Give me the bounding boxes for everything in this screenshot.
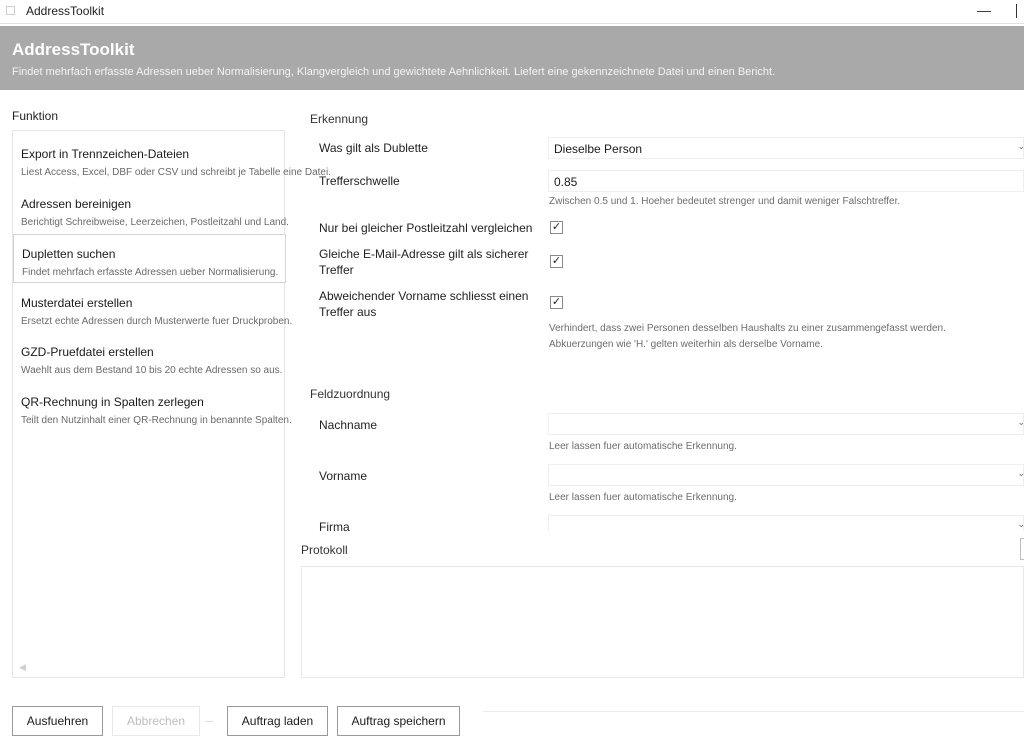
firstname-diff-hint <box>549 321 946 353</box>
function-item-title: GZD-Pruefdatei erstellen <box>21 345 154 359</box>
duplicate-select[interactable] <box>548 137 1024 159</box>
firstname-diff-hint-line2: Abkuerzungen wie 'H.' gelten weiterhin als derselbe Vorname. <box>549 339 823 350</box>
firstname-diff-label-line1: Abweichender Vorname schliesst einen <box>319 289 529 303</box>
email-match-label <box>319 246 528 278</box>
function-heading: Funktion <box>12 109 59 123</box>
load-job-button[interactable]: Auftrag laden <box>227 706 328 736</box>
firstname-diff-label <box>319 288 528 320</box>
email-match-label-line1: Gleiche E-Mail-Adresse gilt als sicherer <box>319 247 529 261</box>
threshold-input[interactable]: 0.85 <box>548 170 1024 192</box>
minimize-button[interactable]: — <box>977 2 991 18</box>
page-subtitle: Findet mehrfach erfasste Adressen ueber Normalisierung, Klangvergleich und gewichtete Aehnlichkeit. Liefert eine gekennzeichnete Datei und einen Bericht. <box>12 66 776 78</box>
maximize-button[interactable] <box>1016 4 1024 18</box>
firstname-diff-label-line2: Treffer aus <box>319 305 377 319</box>
divider <box>483 711 1024 712</box>
zip-compare-label: Nur bei gleicher Postleitzahl vergleichen <box>319 221 533 235</box>
checkmark-icon: ✓ <box>551 255 562 267</box>
function-item-desc: Findet mehrfach erfasste Adressen ueber Normalisierung. <box>22 267 279 278</box>
function-item-sample-file[interactable] <box>13 284 293 333</box>
firstname-diff-hint-line1: Verhindert, dass zwei Personen desselben Haushalts zu einer zusammengefasst werden. <box>549 323 946 334</box>
function-item-desc: Waehlt aus dem Bestand 10 bis 20 echte Adressen so aus. <box>21 365 283 376</box>
threshold-hint: Zwischen 0.5 und 1. Hoeher bedeutet strenger und damit weniger Falschtreffer. <box>549 196 901 207</box>
zip-compare-checkbox[interactable] <box>550 221 563 234</box>
checkmark-icon: ✓ <box>551 296 562 308</box>
log-title: Protokoll <box>301 543 348 557</box>
function-item-desc: Teilt den Nutzinhalt einer QR-Rechnung in benannte Spalten. <box>21 415 292 426</box>
email-match-checkbox[interactable] <box>550 255 563 268</box>
log-copy-button[interactable] <box>1020 538 1024 560</box>
lastname-label: Nachname <box>319 418 378 432</box>
function-item-duplicates[interactable] <box>13 234 286 283</box>
log-textarea[interactable] <box>301 566 1024 678</box>
function-item-gzd-check[interactable] <box>13 333 286 382</box>
function-item-desc: Ersetzt echte Adressen durch Musterwerte fuer Druckproben. <box>21 316 293 327</box>
scroll-left-icon[interactable]: ◀ <box>19 662 26 672</box>
firstname-diff-checkbox[interactable] <box>550 296 563 309</box>
function-item-desc: Berichtigt Schreibweise, Leerzeichen, Postleitzahl und Land. <box>21 217 289 228</box>
function-item-desc: Liest Access, Excel, DBF oder CSV und schreibt je Tabelle eine Datei. <box>21 167 331 178</box>
chevron-down-icon: ⌄ <box>1017 519 1025 529</box>
chevron-down-icon: ⌄ <box>1017 417 1025 427</box>
function-item-title: Adressen bereinigen <box>21 197 132 211</box>
company-label: Firma <box>319 520 350 534</box>
firstname-label: Vorname <box>319 469 368 483</box>
company-select[interactable] <box>548 515 1024 531</box>
firstname-select[interactable] <box>548 464 1024 486</box>
threshold-label: Trefferschwelle <box>319 174 400 188</box>
function-item-title: QR-Rechnung in Spalten zerlegen <box>21 395 204 409</box>
cancel-button[interactable]: Abbrechen <box>112 706 200 736</box>
run-button[interactable]: Ausfuehren <box>12 706 103 736</box>
header-banner <box>0 26 1024 90</box>
function-item-title: Export in Trennzeichen-Dateien <box>21 147 190 161</box>
divider <box>205 721 213 722</box>
window-title: AddressToolkit <box>26 4 105 18</box>
function-item-title: Dupletten suchen <box>22 247 116 261</box>
section-title-mapping: Feldzuordnung <box>310 387 391 401</box>
function-item-title: Musterdatei erstellen <box>21 296 133 310</box>
page-title: AddressToolkit <box>12 40 135 59</box>
app-icon <box>6 6 15 15</box>
window-titlebar <box>0 0 1024 24</box>
duplicate-label: Was gilt als Dublette <box>319 141 428 155</box>
lastname-hint: Leer lassen fuer automatische Erkennung. <box>549 441 737 452</box>
duplicate-select-value: Dieselbe Person <box>554 142 643 156</box>
chevron-down-icon: ⌄ <box>1017 468 1025 478</box>
checkmark-icon: ✓ <box>551 221 562 233</box>
email-match-label-line2: Treffer <box>319 263 354 277</box>
lastname-select[interactable] <box>548 413 1024 435</box>
function-item-cleanup[interactable] <box>13 185 289 234</box>
save-job-button[interactable]: Auftrag speichern <box>337 706 460 736</box>
chevron-down-icon: ⌄ <box>1017 141 1025 151</box>
firstname-hint: Leer lassen fuer automatische Erkennung. <box>549 492 737 503</box>
section-title-detection: Erkennung <box>310 112 369 126</box>
function-item-qr-split[interactable] <box>13 383 292 432</box>
function-item-export[interactable] <box>13 135 331 184</box>
